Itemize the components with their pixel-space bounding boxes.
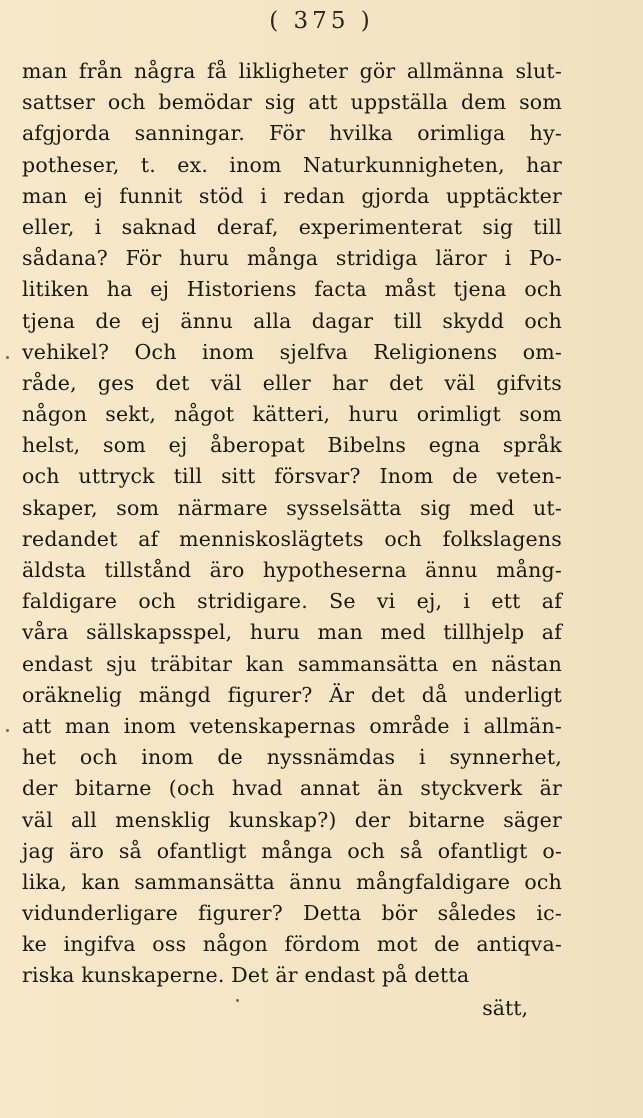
margin-mark xyxy=(236,999,239,1002)
text-line: att man inom vetenskapernas område i allmän- xyxy=(22,713,562,738)
text-line: faldigare och stridigare. Se vi ej, i ett af xyxy=(22,589,562,614)
text-line: litiken ha ej Historiens facta måst tjena och xyxy=(22,277,562,302)
text-line: man från några få likligheter gör allmänna slut- xyxy=(22,59,562,83)
text-line: lika, kan sammansätta ännu mångfaldigare och xyxy=(22,869,562,894)
text-line: endast sju träbitar kan sammansätta en nästan xyxy=(22,651,562,676)
text-line: någon sekt, något kätteri, huru orimligt som xyxy=(22,402,562,427)
text-line: våra sällskapsspel, huru man med tillhjelp af xyxy=(22,620,562,645)
margin-mark xyxy=(6,356,9,359)
text-line: sådana? För huru många stridiga läror i Po- xyxy=(22,246,562,271)
text-line: afgjorda sanningar. För hvilka orimliga hy- xyxy=(22,121,562,146)
text-line: och uttryck till sitt försvar? Inom de veten- xyxy=(22,464,562,489)
text-line: redandet af menniskoslägtets och folkslagens xyxy=(22,526,562,551)
text-line: helst, som ej åberopat Bibelns egna språk xyxy=(22,433,562,458)
page-number: ( 375 ) xyxy=(269,8,374,34)
text-line: het och inom de nyssnämdas i synnerhet, xyxy=(22,745,562,770)
catchword: sätt, xyxy=(482,996,528,1020)
text-line: tjena de ej ännu alla dagar till skydd och xyxy=(22,308,562,333)
text-line: oräknelig mängd figurer? Är det då underligt xyxy=(22,682,562,707)
text-line: vehikel? Och inom sjelfva Religionens om- xyxy=(22,339,562,364)
text-line: sattser och bemödar sig att uppställa dem som xyxy=(22,90,562,115)
text-line: potheser, t. ex. inom Naturkunnigheten, har xyxy=(22,152,562,177)
body-text xyxy=(22,56,562,992)
text-line: der bitarne (och hvad annat än styckverk är xyxy=(22,776,562,801)
margin-mark xyxy=(6,729,9,732)
text-line: jag äro så ofantligt många och så ofantligt o- xyxy=(22,838,562,863)
text-line: äldsta tillstånd äro hypotheserna ännu mång- xyxy=(22,558,562,582)
text-line: eller, i saknad deraf, experimenterat sig till xyxy=(22,214,562,239)
text-line: väl all mensklig kunskap?) der bitarne säger xyxy=(22,807,562,832)
text-line: skaper, som närmare sysselsätta sig med ut- xyxy=(22,495,562,520)
text-line: riska kunskaperne. Det är endast på detta xyxy=(22,963,470,988)
text-line: man ej funnit stöd i redan gjorda upptäckter xyxy=(22,183,562,208)
text-line: råde, ges det väl eller har det väl gifvits xyxy=(22,370,562,395)
text-line: ke ingifva oss någon fördom mot de antiqva- xyxy=(22,932,562,957)
text-line: vidunderligare figurer? Detta bör således ic- xyxy=(22,901,562,926)
